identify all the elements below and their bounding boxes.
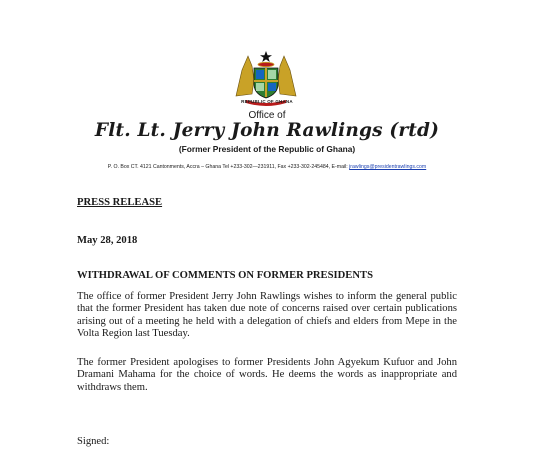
release-heading: WITHDRAWAL OF COMMENTS ON FORMER PRESIDENTS (77, 270, 373, 281)
email-link[interactable]: jrawlings@presidentrawlings.com (349, 164, 427, 170)
ghana-coat-of-arms-icon (232, 50, 300, 106)
paragraph-2: The former President apologises to former Presidents John Agyekum Kufuor and John Dramani Mahama for the choice of words. He deems the words as inappropriate and withdraws them. (77, 357, 457, 393)
office-name: Flt. Lt. Jerry John Rawlings (rtd) (94, 120, 440, 141)
office-of-label: Office of (248, 110, 286, 121)
press-release-label: PRESS RELEASE (77, 197, 163, 208)
office-address (0, 164, 534, 170)
signed-label: Signed: (77, 436, 110, 447)
office-subtitle: (Former President of the Republic of Ghana) (178, 144, 356, 154)
release-date: May 28, 2018 (77, 235, 138, 246)
crest-caption: REPUBLIC OF GHANA (241, 99, 293, 104)
paragraph-1: The office of former President Jerry John Rawlings wishes to inform the general public that the former President has taken due note of concerns raised over certain publications arising out of a meeting he held with a delegation of chiefs and elders from Mepe in the Volta Region last Tuesday. (77, 291, 457, 339)
address-text: P. O. Box CT. 4121 Cantonments, Accra – Ghana Tel +233-302—231911, Fax +233-302-245484, E-mail: (107, 164, 348, 170)
